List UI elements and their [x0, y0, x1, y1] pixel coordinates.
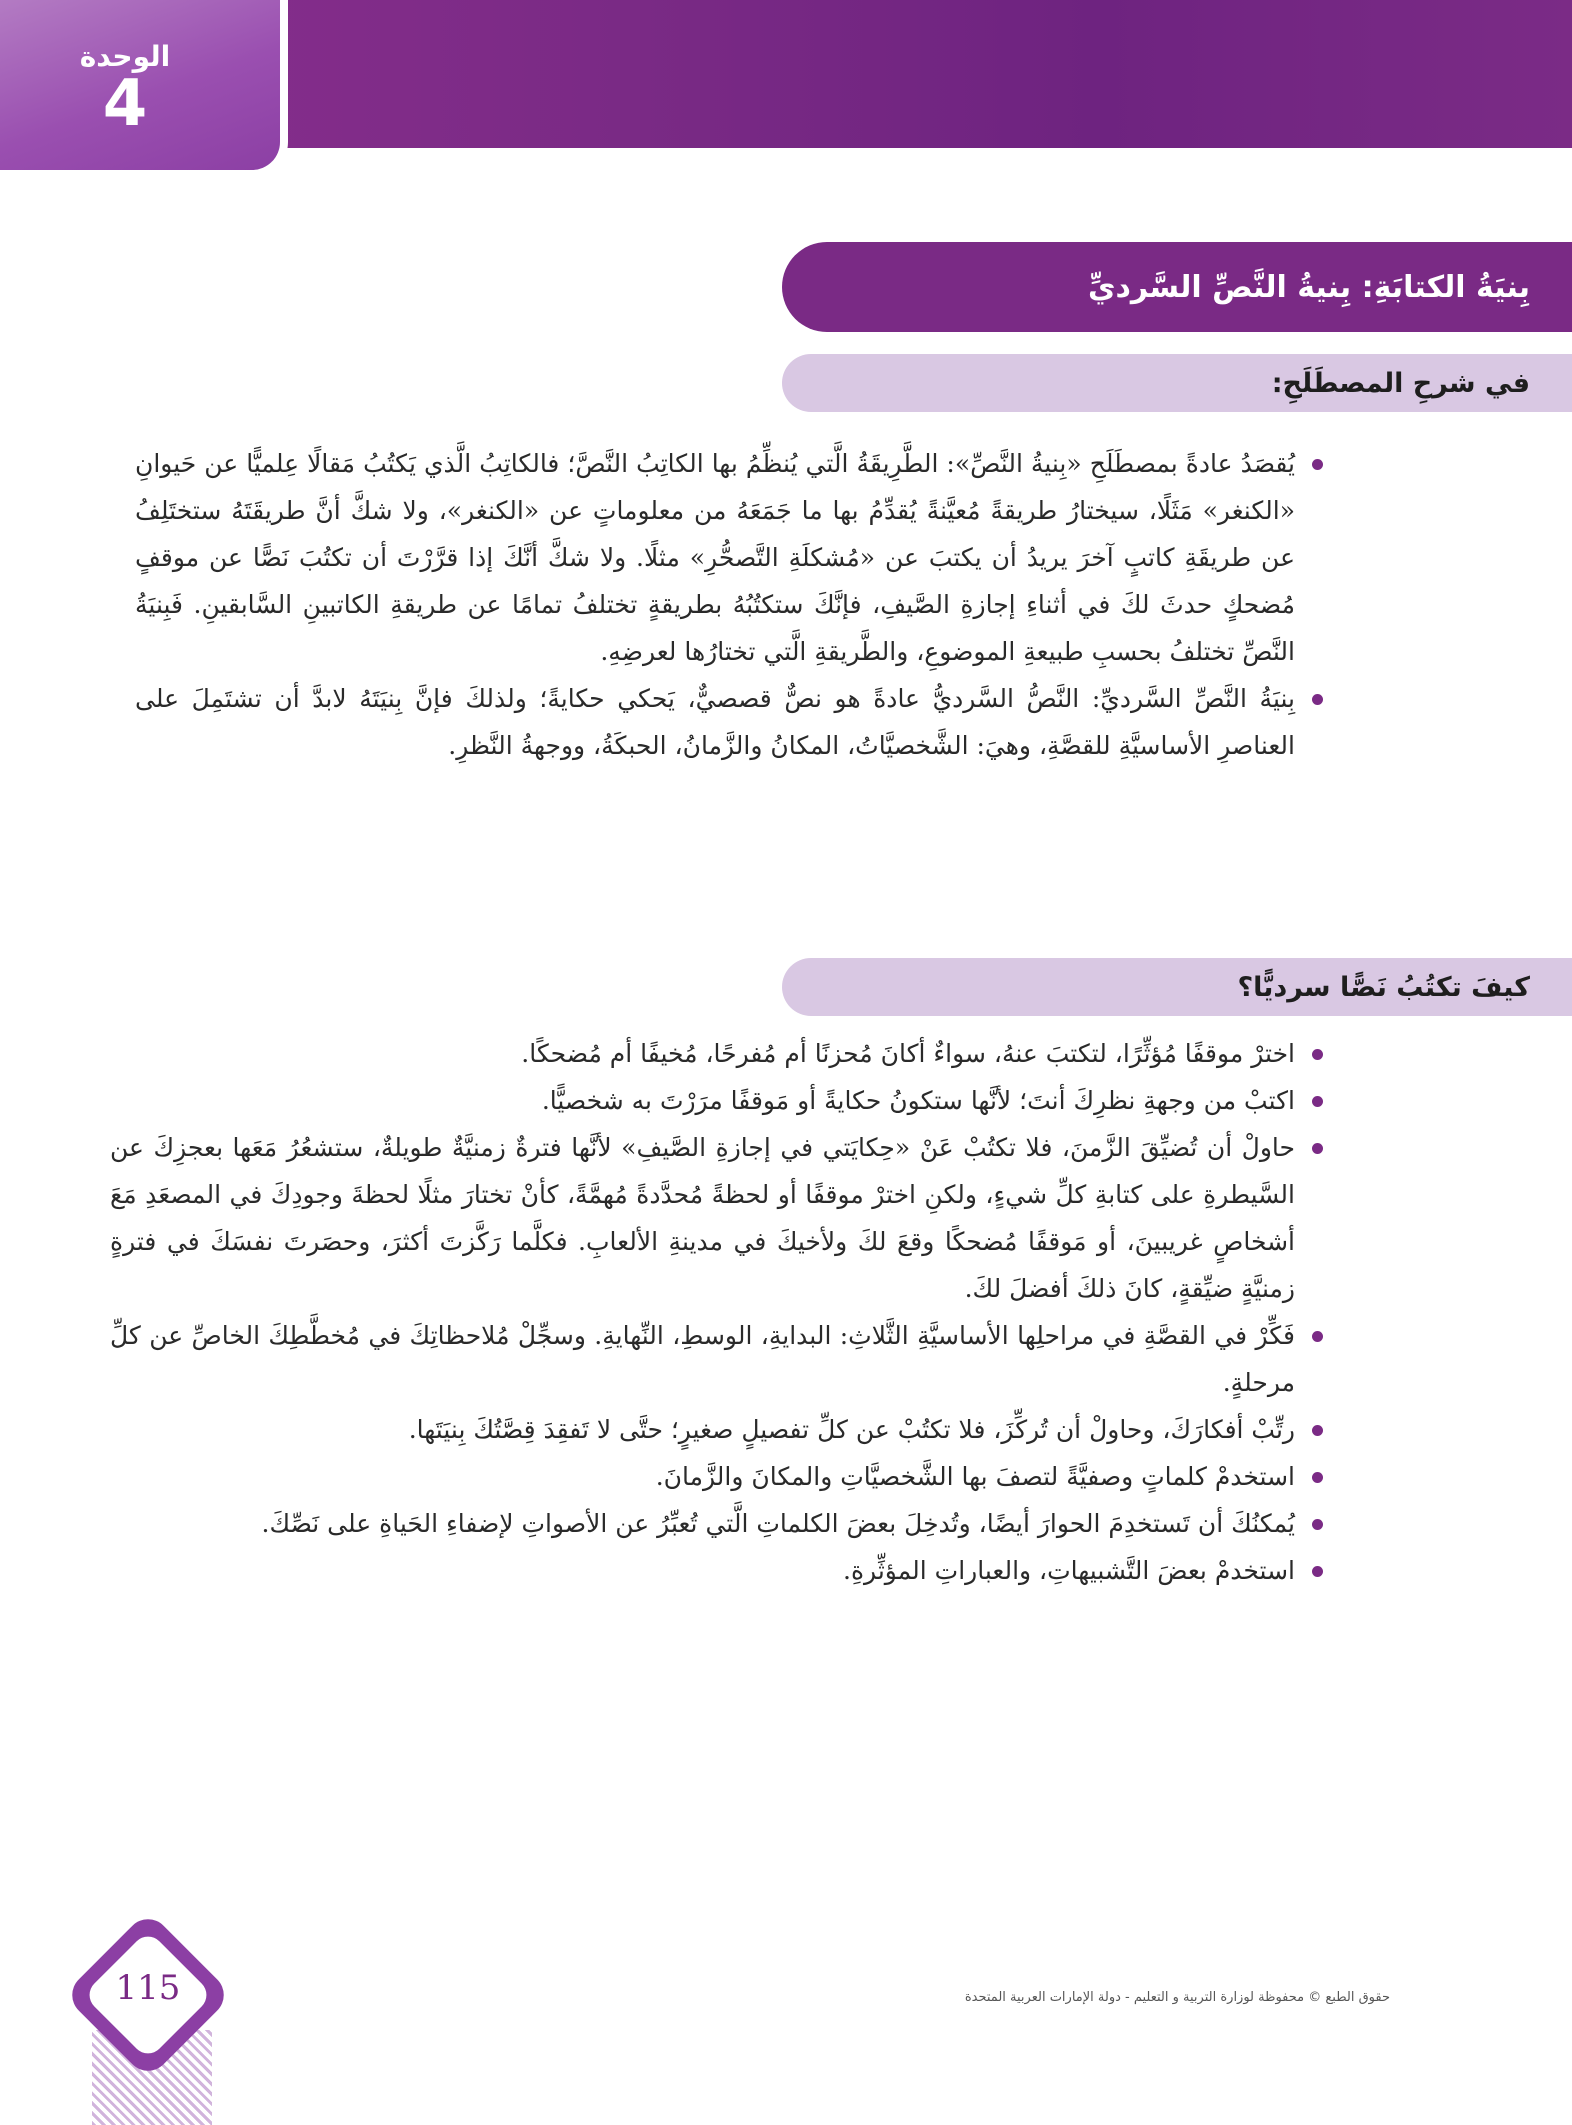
unit-number: 4: [102, 67, 148, 141]
list-item: بِنيَةُ النَّصِّ السَّرديِّ: النَّصُّ السَّرديُّ عادةً هو نصٌّ قصصيٌّ، يَحكي حكايةً؛ ولذلكَ فإنَّ بِنيَتَهُ لابدَّ أن تشتَمِلَ على العناصرِ الأساسيَّةِ للقصَّةِ، وهيَ: الشَّخصيَّاتُ، المكانُ والزَّمانُ، الحبكَةُ، ووجهةُ النَّظرِ.: [135, 675, 1325, 769]
section-heading-terminology: [782, 354, 1572, 412]
section-heading-text: في شرحِ المصطَلَحِ:: [1271, 367, 1530, 399]
list-item: اخترْ موقفًا مُؤثِّرًا، لتكتبَ عنهُ، سواءٌ أكانَ مُحزنًا أم مُفرحًا، مُخيفًا أم مُضحكًا.: [110, 1030, 1325, 1077]
list-item: استخدمْ بعضَ التَّشبيهاتِ، والعباراتِ المؤثِّرةِ.: [110, 1547, 1325, 1594]
list-item: يُقصَدُ عادةً بمصطَلَحِ «بِنيةُ النَّصِّ»: الطَّرِيقَةُ الَّتي يُنظِّمُ بها الكاتِبُ النَّصَّ؛ فالكاتِبُ الَّذي يَكتُبُ مَقالًا عِلميًّا عن حَيوانِ «الكنغر» مَثَلًا، سيختارُ طريقةً مُعيَّنةً يُقدِّمُ بها ما جَمَعَهُ من معلوماتٍ عن «الكنغر»، ولا شكَّ أنَّ طريقَتَهُ ستختَلِفُ عن طريقَةِ كاتبٍ آخرَ يريدُ أن يكتبَ عن «مُشكلَةِ التَّصحُّرِ» مثلًا. ولا شكَّ أنَّكَ إذا قرَّرْتَ أن تكتُبَ نَصًّا عن موقفٍ مُضحكٍ حدثَ لكَ في أثناءِ إجازةِ الصَّيفِ، فإنَّكَ ستكتُبُهُ بطريقةٍ تختلفُ تمامًا عن طريقةِ الكاتبينِ السَّابقينِ. فَبِنيَةُ النَّصِّ تختلفُ بحسبِ طبيعةِ الموضوعِ، والطَّريقةِ الَّتي تختارُها لعرضِهِ.: [135, 440, 1325, 675]
page-number: 115: [115, 1968, 181, 2008]
bullet-list: [110, 1030, 1325, 1594]
list-item: اكتبْ من وجهةِ نظرِكَ أنتَ؛ لأنَّها ستكونُ حكايةً أو مَوقفًا مرَرْتَ به شخصيًّا.: [110, 1077, 1325, 1124]
list-item: حاولْ أن تُضيِّقَ الزَّمنَ، فلا تكتُبْ عَنْ «حِكايَتي في إجازةِ الصَّيفِ» لأنَّها فترةٌ زمنيَّةٌ طويلةٌ، ستشعُرُ مَعَها بعجزِكَ عن السَّيطرةِ على كتابةِ كلِّ شيءٍ، ولكنِ اخترْ موقفًا أو لحظةً مُحدَّدةً مُهمَّةً، كأنْ تختارَ مثلًا لحظةَ وجودِكَ في المصعَدِ مَعَ أشخاصٍ غريبينَ، أو مَوقفًا مُضحكًا وقعَ لكَ ولأخيكَ في مدينةِ الألعابِ. فكلَّما رَكَّزتَ أكثرَ، وحصَرتَ نفسَكَ في فترةٍ زمنيَّةٍ ضيِّقةٍ، كانَ ذلكَ أفضلَ لكَ.: [110, 1124, 1325, 1312]
unit-tab: [0, 0, 288, 178]
page-title-text: بِنيَةُ الكتابَةِ: بِنيةُ النَّصِّ السَّرديِّ: [1088, 269, 1530, 305]
copyright-notice: حقوق الطبع © محفوظة لوزارة التربية و التعليم - دولة الإمارات العربية المتحدة: [964, 1990, 1390, 2005]
list-item: يُمكنُكَ أن تَستخدِمَ الحوارَ أيضًا، وتُدخِلَ بعضَ الكلماتِ الَّتي تُعبِّرُ عن الأصواتِ لإضفاءِ الحَياةِ على نَصِّكَ.: [110, 1500, 1325, 1547]
section-how-to-write-body: [110, 1030, 1325, 1594]
list-item: فَكِّرْ في القصَّةِ في مراحلِها الأساسيَّةِ الثَّلاثِ: البدايةِ، الوسطِ، النِّهايةِ. وسجِّلْ مُلاحظاتِكَ في مُخطَّطِكَ الخاصِّ عن كلِّ مرحلةٍ.: [110, 1312, 1325, 1406]
list-item: رتِّبْ أفكارَكَ، وحاولْ أن تُركِّزَ، فلا تكتُبْ عن كلِّ تفصيلٍ صغيرٍ؛ حتَّى لا تَفقِدَ قِصَّتُكَ بِنيَتَها.: [110, 1406, 1325, 1453]
page-title: [782, 242, 1572, 332]
unit-label: الوحدة: [79, 40, 171, 73]
section-heading-text: كيفَ تكتُبُ نَصًّا سرديًّا؟: [1237, 971, 1530, 1003]
section-terminology-body: [135, 440, 1325, 769]
bullet-list: [135, 440, 1325, 769]
section-heading-how-to-write: [782, 958, 1572, 1016]
list-item: استخدمْ كلماتٍ وصفيَّةً لتصفَ بها الشَّخصيَّاتِ والمكانَ والزَّمانَ.: [110, 1453, 1325, 1500]
